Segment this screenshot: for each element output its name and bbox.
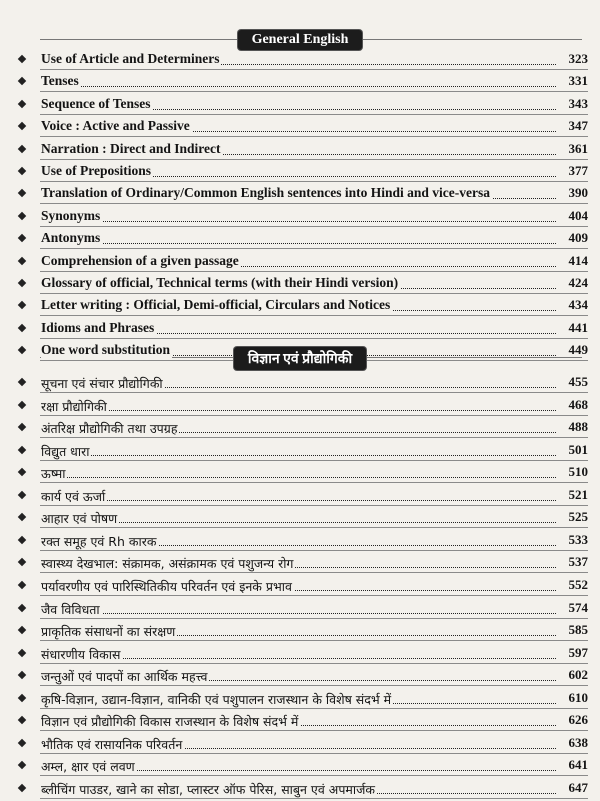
toc-entry[interactable] (0, 666, 600, 688)
section-header (0, 29, 600, 51)
diamond-bullet-icon (18, 604, 26, 612)
diamond-bullet-icon (18, 581, 26, 589)
entry-title: ऊष्मा (41, 466, 66, 481)
entry-title: Narration : Direct and Indirect (41, 141, 221, 156)
page-number: 331 (568, 73, 588, 88)
page-number: 377 (568, 163, 588, 178)
row-rule (40, 595, 588, 596)
page-number: 468 (568, 397, 588, 412)
row-rule (40, 69, 588, 70)
entry-title: Voice : Active and Passive (41, 118, 190, 133)
page-number: 585 (568, 622, 588, 637)
page-number: 574 (568, 600, 588, 615)
toc-entry[interactable] (0, 779, 600, 801)
row-rule (40, 338, 588, 339)
entry-title: Tenses (41, 73, 79, 88)
toc-entry[interactable] (0, 508, 600, 530)
diamond-bullet-icon (18, 694, 26, 702)
diamond-bullet-icon (18, 167, 26, 175)
row-rule (40, 572, 588, 573)
row-rule (40, 640, 588, 641)
diamond-bullet-icon (18, 77, 26, 85)
page-number: 404 (568, 208, 588, 223)
page-number: 361 (568, 141, 588, 156)
toc-entry[interactable] (0, 689, 600, 711)
diamond-bullet-icon (18, 189, 26, 197)
toc-entry[interactable] (0, 95, 600, 117)
toc-entry[interactable] (0, 576, 600, 598)
toc-entry[interactable] (0, 252, 600, 274)
row-rule (40, 505, 588, 506)
entry-title: जन्तुओं एवं पादपों का आर्थिक महत्त्व (41, 669, 208, 684)
row-rule (40, 550, 588, 551)
entry-title: रक्त समूह एवं Rh कारक (41, 534, 157, 549)
row-rule (40, 415, 588, 416)
page-number: 521 (568, 487, 588, 502)
toc-entry[interactable] (0, 486, 600, 508)
entry-title: Glossary of official, Technical terms (with their Hindi version) (41, 275, 399, 290)
entry-title: पर्यावरणीय एवं पारिस्थितिकीय परिवर्तन एवं इनके प्रभाव (41, 579, 292, 594)
diamond-bullet-icon (18, 234, 26, 242)
entry-title: विद्युत धारा (41, 444, 90, 459)
toc-entry[interactable] (0, 184, 600, 206)
entry-title: Use of Article and Determiners (41, 51, 220, 66)
diamond-bullet-icon (18, 100, 26, 108)
row-rule (40, 663, 588, 664)
page-number: 552 (568, 577, 588, 592)
toc-entry[interactable] (0, 621, 600, 643)
page-number: 638 (568, 735, 588, 750)
entry-title: स्वास्थ्य देखभाल: संक्रामक, असंक्रामक एवं पशुजन्य रोग (41, 556, 294, 571)
entry-title: Translation of Ordinary/Common English sentences into Hindi and vice-versa (41, 185, 491, 200)
toc-entry[interactable] (0, 72, 600, 94)
row-rule (40, 315, 588, 316)
page-number: 597 (568, 645, 588, 660)
diamond-bullet-icon (18, 491, 26, 499)
toc-entry[interactable] (0, 229, 600, 251)
toc-entry[interactable] (0, 50, 600, 72)
diamond-bullet-icon (18, 423, 26, 431)
row-rule (40, 775, 588, 776)
entry-title: सूचना एवं संचार प्रौद्योगिकी (41, 376, 163, 391)
entry-title: Sequence of Tenses (41, 96, 151, 111)
toc-entry[interactable] (0, 162, 600, 184)
entry-title: अंतरिक्ष प्रौद्योगिकी तथा उपग्रह (41, 421, 178, 436)
toc-entry[interactable] (0, 531, 600, 553)
page-number: 347 (568, 118, 588, 133)
row-rule (40, 91, 588, 92)
page-number: 434 (568, 297, 588, 312)
entry-title: भौतिक एवं रासायनिक परिवर्तन (41, 737, 183, 752)
diamond-bullet-icon (18, 55, 26, 63)
section-title: General English (238, 30, 363, 50)
entry-title: रक्षा प्रौद्योगिकी (41, 399, 107, 414)
row-rule (40, 271, 588, 272)
page-number: 455 (568, 374, 588, 389)
toc-entry[interactable] (0, 553, 600, 575)
diamond-bullet-icon (18, 513, 26, 521)
row-rule (40, 248, 588, 249)
page-number: 537 (568, 554, 588, 569)
entry-title: अम्ल, क्षार एवं लवण (41, 759, 135, 774)
page-number: 510 (568, 464, 588, 479)
row-rule (40, 753, 588, 754)
page-number: 602 (568, 667, 588, 682)
entry-title: कार्य एवं ऊर्जा (41, 489, 106, 504)
page-number: 641 (568, 757, 588, 772)
page-number: 390 (568, 185, 588, 200)
row-rule (40, 226, 588, 227)
dot-leader (41, 500, 556, 501)
entry-title: Idioms and Phrases (41, 320, 155, 335)
row-rule (40, 293, 588, 294)
diamond-bullet-icon (18, 536, 26, 544)
toc-entry[interactable] (0, 463, 600, 485)
page-number: 424 (568, 275, 588, 290)
diamond-bullet-icon (18, 446, 26, 454)
page-number: 610 (568, 690, 588, 705)
row-rule (40, 685, 588, 686)
diamond-bullet-icon (18, 716, 26, 724)
diamond-bullet-icon (18, 301, 26, 309)
diamond-bullet-icon (18, 761, 26, 769)
dot-leader (41, 477, 556, 478)
entry-title: संधारणीय विकास (41, 647, 121, 662)
diamond-bullet-icon (18, 324, 26, 332)
diamond-bullet-icon (18, 257, 26, 265)
diamond-bullet-icon (18, 401, 26, 409)
dot-leader (41, 455, 556, 456)
dot-leader (41, 243, 556, 244)
section-title: विज्ञान एवं प्रौद्योगिकी (234, 347, 366, 370)
diamond-bullet-icon (18, 649, 26, 657)
diamond-bullet-icon (18, 671, 26, 679)
page-number: 441 (568, 320, 588, 335)
dot-leader (41, 410, 556, 411)
toc-entry[interactable] (0, 274, 600, 296)
row-rule (40, 203, 588, 204)
toc-entry[interactable] (0, 734, 600, 756)
page-number: 409 (568, 230, 588, 245)
row-rule (40, 482, 588, 483)
entry-title: One word substitution (41, 342, 171, 357)
row-rule (40, 798, 588, 799)
dot-leader (41, 86, 556, 87)
page-number: 323 (568, 51, 588, 66)
entry-title: जैव विविधता (41, 602, 100, 617)
row-rule (40, 708, 588, 709)
row-rule (40, 136, 588, 137)
diamond-bullet-icon (18, 784, 26, 792)
page-number: 501 (568, 442, 588, 457)
diamond-bullet-icon (18, 626, 26, 634)
toc-entry[interactable] (0, 296, 600, 318)
row-rule (40, 437, 588, 438)
entry-title: Comprehension of a given passage (41, 253, 239, 268)
page-number: 414 (568, 253, 588, 268)
row-rule (40, 181, 588, 182)
entry-title: Use of Prepositions (41, 163, 151, 178)
page-number: 647 (568, 780, 588, 795)
row-rule (40, 392, 588, 393)
page-number: 626 (568, 712, 588, 727)
toc-entry[interactable] (0, 644, 600, 666)
entry-title: Antonyms (41, 230, 101, 245)
row-rule (40, 460, 588, 461)
entry-title: Synonyms (41, 208, 101, 223)
diamond-bullet-icon (18, 279, 26, 287)
row-rule (40, 527, 588, 528)
entry-title: प्राकृतिक संसाधनों का संरक्षण (41, 624, 176, 639)
toc-entry[interactable] (0, 756, 600, 778)
page-number: 488 (568, 419, 588, 434)
page-number: 343 (568, 96, 588, 111)
toc-entry[interactable] (0, 373, 600, 395)
entry-title: कृषि-विज्ञान, उद्यान-विज्ञान, वानिकी एवं पशुपालन राजस्थान के विशेष संदर्भ में (41, 692, 392, 707)
toc-entry[interactable] (0, 117, 600, 139)
page-number: 533 (568, 532, 588, 547)
entry-title: Letter writing : Official, Demi-official, Circulars and Notices (41, 297, 391, 312)
diamond-bullet-icon (18, 122, 26, 130)
dot-leader (41, 613, 556, 614)
row-rule (40, 159, 588, 160)
toc-entry[interactable] (0, 140, 600, 162)
entry-title: ब्लीचिंग पाउडर, खाने का सोडा, प्लास्टर ऑफ पेरिस, साबुन एवं अपमार्जक (41, 782, 376, 797)
diamond-bullet-icon (18, 378, 26, 386)
entry-title: विज्ञान एवं प्रौद्योगिकी विकास राजस्थान के विशेष संदर्भ में (41, 714, 299, 729)
toc-entry[interactable] (0, 599, 600, 621)
toc-entry[interactable] (0, 207, 600, 229)
entry-title: आहार एवं पोषण (41, 511, 118, 526)
row-rule (40, 618, 588, 619)
row-rule (40, 114, 588, 115)
toc-entry[interactable] (0, 418, 600, 440)
toc-entry[interactable] (0, 441, 600, 463)
diamond-bullet-icon (18, 468, 26, 476)
diamond-bullet-icon (18, 212, 26, 220)
row-rule (40, 730, 588, 731)
diamond-bullet-icon (18, 558, 26, 566)
page-number: 449 (568, 342, 588, 357)
toc-entry[interactable] (0, 711, 600, 733)
page-number: 525 (568, 509, 588, 524)
dot-leader (41, 221, 556, 222)
toc-entry[interactable] (0, 319, 600, 341)
diamond-bullet-icon (18, 145, 26, 153)
toc-entry[interactable] (0, 396, 600, 418)
diamond-bullet-icon (18, 739, 26, 747)
